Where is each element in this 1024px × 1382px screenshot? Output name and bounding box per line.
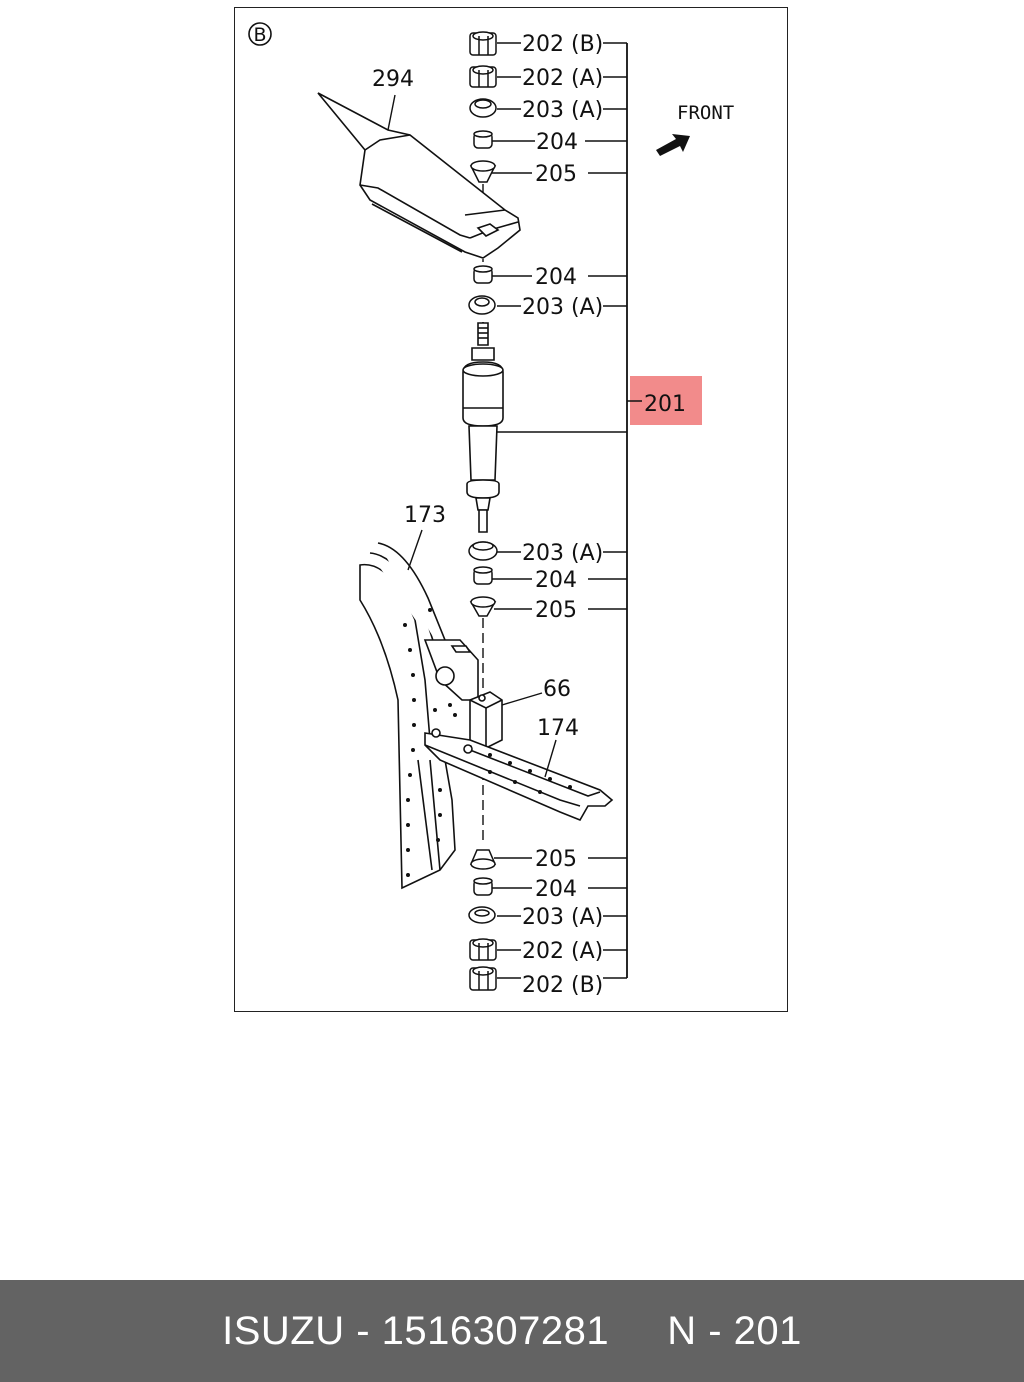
stack-label: 204 [536, 130, 578, 155]
bushing-204-icon [474, 878, 492, 895]
leader-66 [502, 693, 542, 705]
footer-brand: ISUZU [222, 1308, 345, 1353]
leader-173 [408, 530, 422, 570]
callout-66: 66 [543, 677, 571, 702]
stack-label-row [497, 905, 627, 930]
callout-174: 174 [537, 716, 579, 741]
nut-202b-icon [470, 967, 496, 990]
nut-202a-icon [470, 939, 496, 960]
washer-203a-icon [469, 907, 495, 923]
bushing-204-icon [474, 567, 492, 584]
stack-label-row [497, 295, 627, 320]
stack-label-row [492, 877, 627, 902]
stack-label: 204 [535, 568, 577, 593]
stack-label: 202 (B) [522, 32, 604, 57]
front-label: FRONT [677, 102, 735, 124]
stack-label-row [492, 130, 627, 155]
footer-ref-separator: - [696, 1308, 734, 1353]
callout-173: 173 [404, 503, 446, 528]
bracket-66 [470, 692, 502, 748]
stack-label: 203 (A) [522, 295, 604, 320]
footer-part-number: 1516307281 [381, 1308, 610, 1353]
stack-label: 204 [535, 265, 577, 290]
stack-label: 203 (A) [522, 905, 604, 930]
stack-label: 202 (A) [522, 66, 604, 91]
stack-label: 204 [535, 877, 577, 902]
stack-label-row [492, 265, 627, 290]
stack-label: 205 [535, 598, 577, 623]
footer-banner [0, 1280, 1024, 1382]
stack-label-row [497, 973, 627, 998]
footer-ref-label: N [667, 1308, 697, 1353]
front-arrow-icon [656, 134, 690, 156]
stack-label-row [497, 98, 627, 123]
shock-absorber-201 [463, 322, 503, 532]
leader-294 [388, 95, 395, 130]
washer-203a-icon [469, 542, 497, 560]
stack-label: 202 (A) [522, 939, 604, 964]
front-indicator [656, 102, 734, 156]
stack-labels [492, 32, 627, 998]
frame-member-173 [360, 543, 478, 888]
view-marker [249, 23, 271, 46]
stack-label: 205 [535, 162, 577, 187]
stack-label-row [497, 66, 627, 91]
washer-203a-icon [469, 296, 495, 314]
stack-label: 202 (B) [522, 973, 604, 998]
bushing-205-icon [471, 161, 495, 182]
stack-label: 205 [535, 847, 577, 872]
stack-label-row [494, 598, 627, 623]
bushing-205-icon [471, 597, 495, 616]
nut-202a-icon [470, 66, 496, 87]
footer-separator: - [344, 1308, 382, 1353]
callout-294: 294 [372, 67, 414, 92]
nut-202b-icon [470, 32, 496, 55]
washer-203a-icon [470, 99, 496, 117]
callout-201: 201 [644, 392, 686, 417]
bushing-205-icon [471, 850, 495, 869]
stack-label-row [497, 939, 627, 964]
stack-label-row [494, 847, 627, 872]
bushing-204-icon [474, 266, 492, 283]
footer-ref-number: 201 [733, 1308, 802, 1353]
stack-label-row [492, 568, 627, 593]
stack-label: 203 (A) [522, 98, 604, 123]
stack-label-row [497, 541, 627, 566]
view-marker-text: B [253, 24, 267, 46]
stack-label-row [497, 32, 627, 57]
bushing-204-icon [474, 131, 492, 148]
stack-label: 203 (A) [522, 541, 604, 566]
stack-label-row [492, 162, 627, 187]
